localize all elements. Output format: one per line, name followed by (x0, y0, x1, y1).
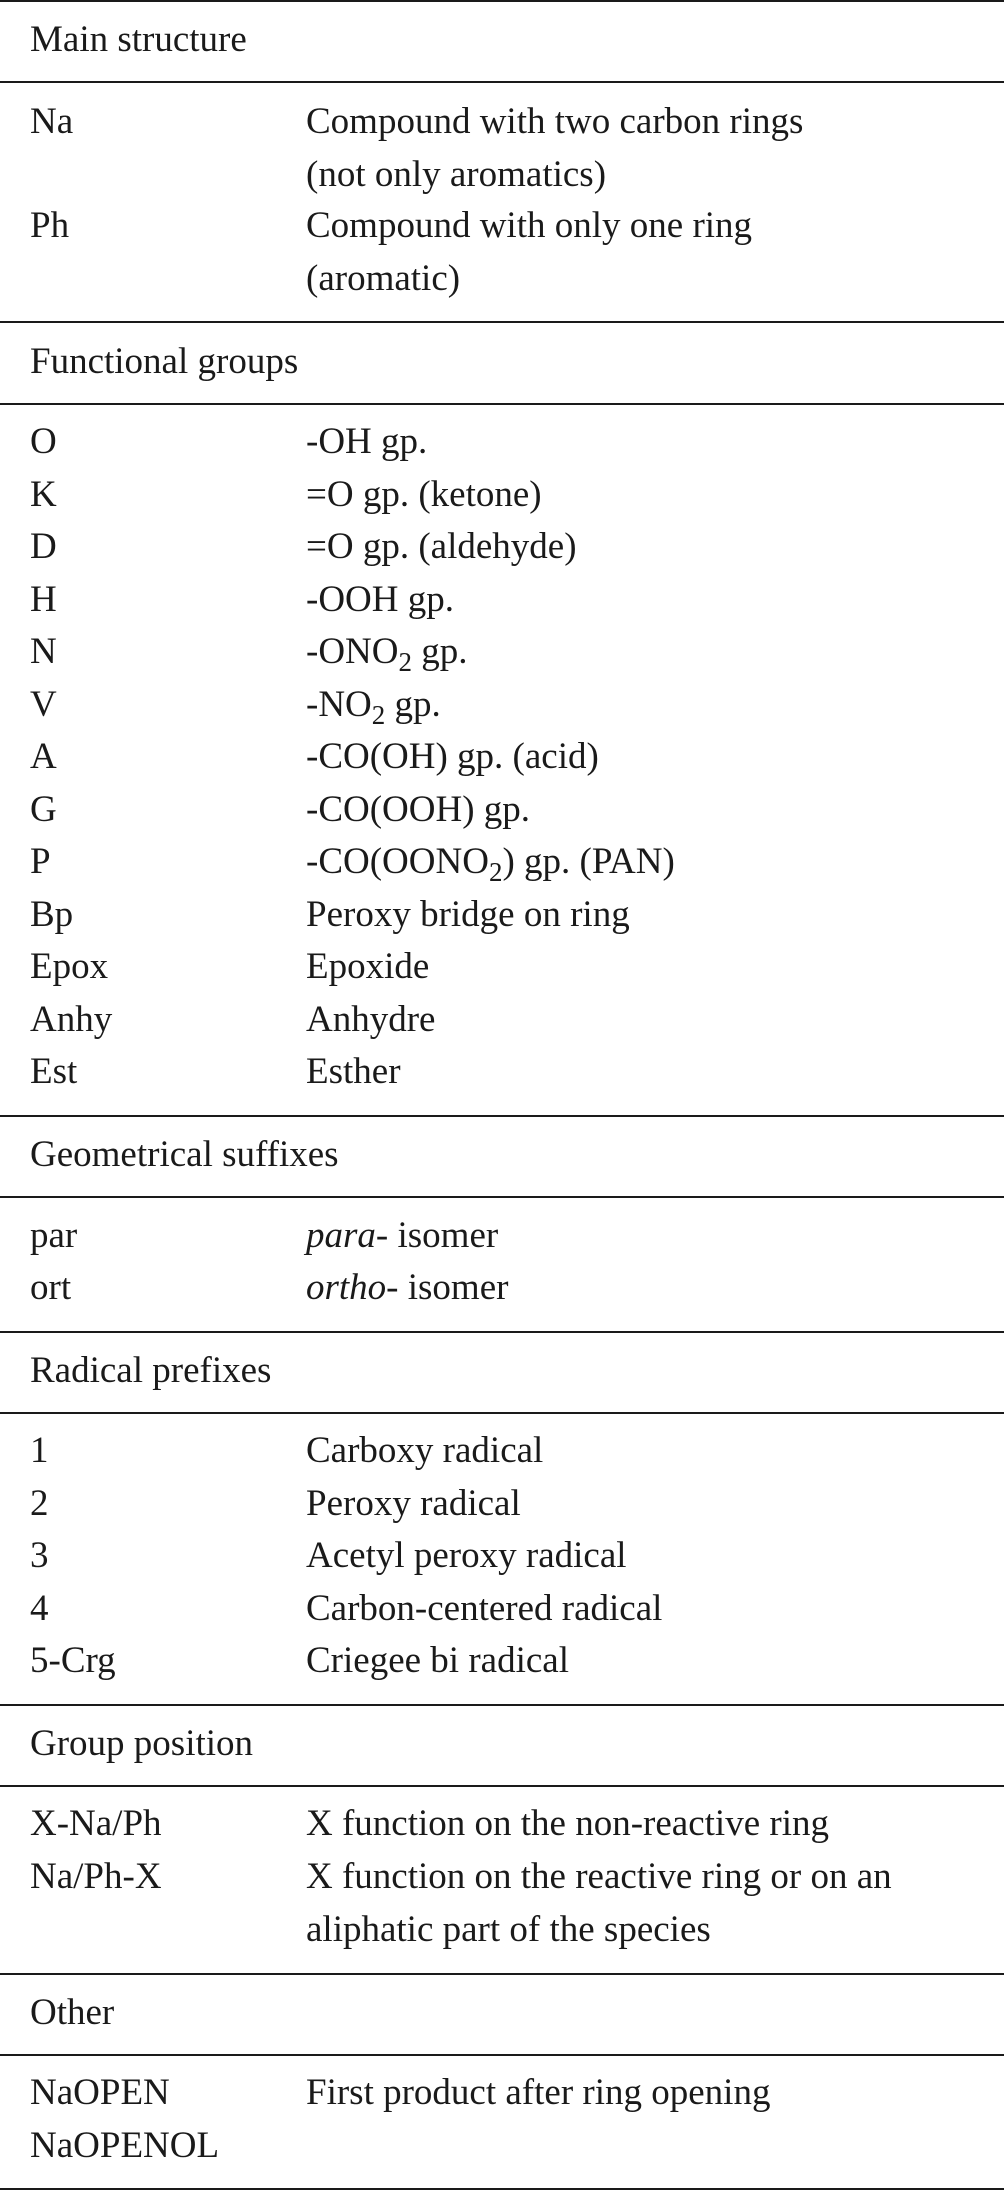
row-description (306, 679, 441, 733)
row-code: 5-Crg (30, 1640, 116, 1681)
row-code: D (30, 526, 57, 567)
table-rule (0, 1331, 1004, 1333)
row-description (306, 1262, 508, 1314)
row-description: X function on the reactive ring or on an (306, 1856, 892, 1897)
row-description: aliphatic part of the species (306, 1909, 711, 1950)
row-description: Anhydre (306, 999, 436, 1040)
section-heading: Geometrical suffixes (30, 1134, 339, 1175)
row-code: 4 (30, 1588, 49, 1629)
row-description (306, 1210, 498, 1262)
table-rule (0, 1973, 1004, 1975)
row-description: -CO(OH) gp. (acid) (306, 736, 599, 777)
section-heading: Radical prefixes (30, 1350, 272, 1391)
row-code: ort (30, 1267, 72, 1308)
row-code: NaOPENOL (30, 2125, 220, 2166)
row-code: Ph (30, 205, 70, 246)
table-rule (0, 321, 1004, 323)
row-description (306, 836, 675, 890)
section-heading: Main structure (30, 19, 247, 60)
subscript: 2 (488, 857, 503, 887)
row-code: X-Na/Ph (30, 1803, 162, 1844)
section-heading: Other (30, 1992, 115, 2033)
italic-term: para- (306, 1215, 389, 1256)
row-description: Carboxy radical (306, 1430, 544, 1471)
table-rule (0, 403, 1004, 405)
desc-part: gp. (411, 631, 468, 672)
row-description: Compound with only one ring (306, 205, 753, 246)
row-description: -OH gp. (306, 421, 428, 462)
row-code: Na (30, 101, 74, 142)
row-code: 1 (30, 1430, 49, 1471)
row-description (306, 626, 467, 680)
row-description: Acetyl peroxy radical (306, 1535, 627, 1576)
row-code: O (30, 421, 57, 462)
table-rule (0, 1115, 1004, 1117)
desc-part: -NO (306, 684, 372, 725)
italic-term: ortho- (306, 1267, 399, 1308)
row-code: N (30, 631, 57, 672)
row-description: -CO(OOH) gp. (306, 789, 531, 830)
table-rule (0, 2054, 1004, 2056)
row-code: H (30, 579, 57, 620)
section-heading: Functional groups (30, 341, 299, 382)
row-code: A (30, 736, 57, 777)
row-code: V (30, 684, 57, 725)
table-rule (0, 0, 1004, 2)
table-rule (0, 1785, 1004, 1787)
row-description: -OOH gp. (306, 579, 454, 620)
row-description: (aromatic) (306, 258, 461, 299)
row-code: 2 (30, 1483, 49, 1524)
table-rule (0, 1196, 1004, 1198)
row-description: First product after ring opening (306, 2072, 771, 2113)
row-description: (not only aromatics) (306, 154, 607, 195)
row-code: Anhy (30, 999, 113, 1040)
row-description: Carbon-centered radical (306, 1588, 663, 1629)
row-code: Est (30, 1051, 78, 1092)
row-code: par (30, 1215, 78, 1256)
table-rule (0, 81, 1004, 83)
desc-part: gp. (385, 684, 441, 725)
desc-part: -CO(OONO (306, 841, 489, 882)
row-code: NaOPEN (30, 2072, 170, 2113)
row-description: Compound with two carbon rings (306, 101, 804, 142)
row-description: X function on the non-reactive ring (306, 1803, 829, 1844)
table-rule (0, 1412, 1004, 1414)
row-code: K (30, 474, 57, 515)
row-description: Epoxide (306, 946, 430, 987)
desc-part: -ONO (306, 631, 399, 672)
row-description: =O gp. (aldehyde) (306, 526, 577, 567)
subscript: 2 (371, 700, 386, 730)
desc-part: isomer (398, 1267, 509, 1308)
desc-part: isomer (388, 1215, 499, 1256)
row-description: Criegee bi radical (306, 1640, 569, 1681)
subscript: 2 (398, 647, 412, 677)
row-code: 3 (30, 1535, 49, 1576)
row-description: Peroxy bridge on ring (306, 894, 630, 935)
section-heading: Group position (30, 1723, 254, 1764)
row-description: Esther (306, 1051, 401, 1092)
table-rule (0, 1704, 1004, 1706)
row-description: Peroxy radical (306, 1483, 521, 1524)
desc-part: ) gp. (PAN) (502, 841, 675, 882)
row-code: G (30, 789, 57, 830)
row-description: =O gp. (ketone) (306, 474, 542, 515)
row-code: P (30, 841, 51, 882)
table-rule (0, 2188, 1004, 2190)
row-code: Epox (30, 946, 109, 987)
row-code: Bp (30, 894, 74, 935)
row-code: Na/Ph-X (30, 1856, 162, 1897)
